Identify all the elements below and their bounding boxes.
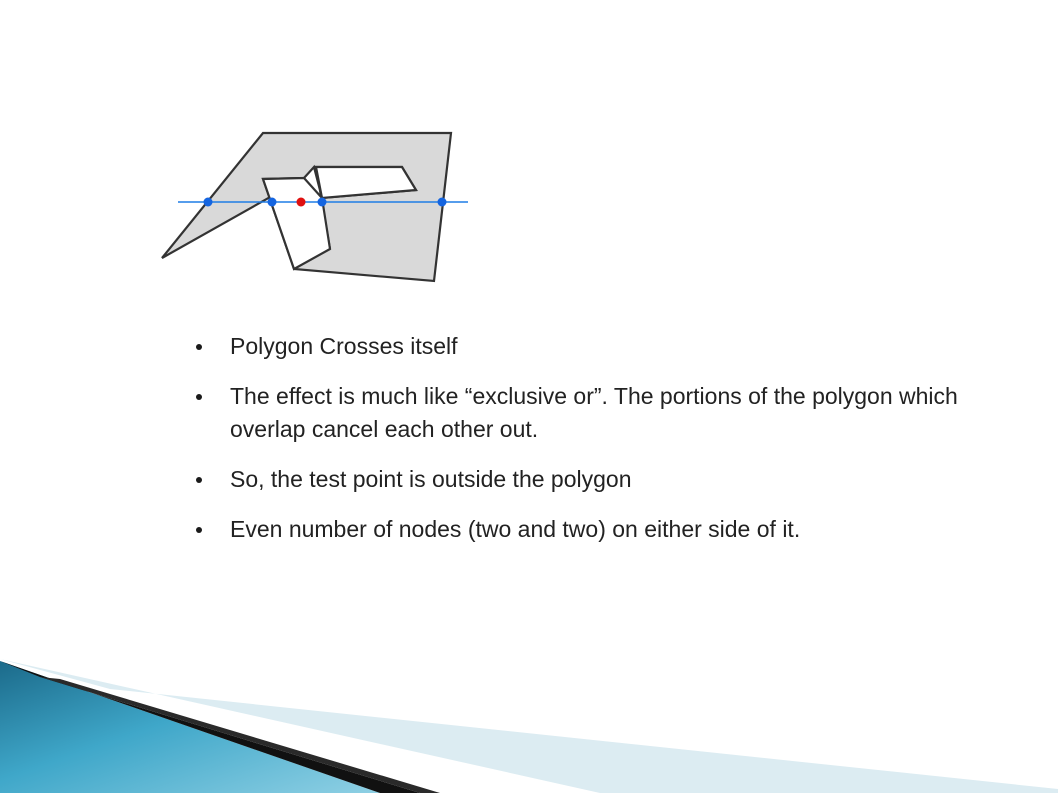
bullet-text: Even number of nodes (two and two) on either side of it.	[230, 516, 801, 542]
bullet-dot-icon	[196, 527, 202, 533]
bullet-dot-icon	[196, 344, 202, 350]
bullet-item	[196, 513, 1016, 546]
node-2	[268, 198, 277, 207]
bullet-item	[196, 380, 1016, 446]
corner-swoosh-decoration	[0, 653, 1058, 793]
bullet-list	[196, 330, 1016, 563]
bullet-text: The effect is much like “exclusive or”. The portions of the polygon which overlap cancel each other out.	[230, 383, 958, 442]
node-4	[438, 198, 447, 207]
test-point	[297, 198, 306, 207]
polygon-figure	[0, 0, 560, 300]
bullet-text: Polygon Crosses itself	[230, 333, 458, 359]
bullet-item	[196, 330, 1016, 363]
node-1	[204, 198, 213, 207]
bullet-text: So, the test point is outside the polygon	[230, 466, 632, 492]
node-3	[318, 198, 327, 207]
bullet-item	[196, 463, 1016, 496]
bullet-dot-icon	[196, 477, 202, 483]
bullet-dot-icon	[196, 394, 202, 400]
